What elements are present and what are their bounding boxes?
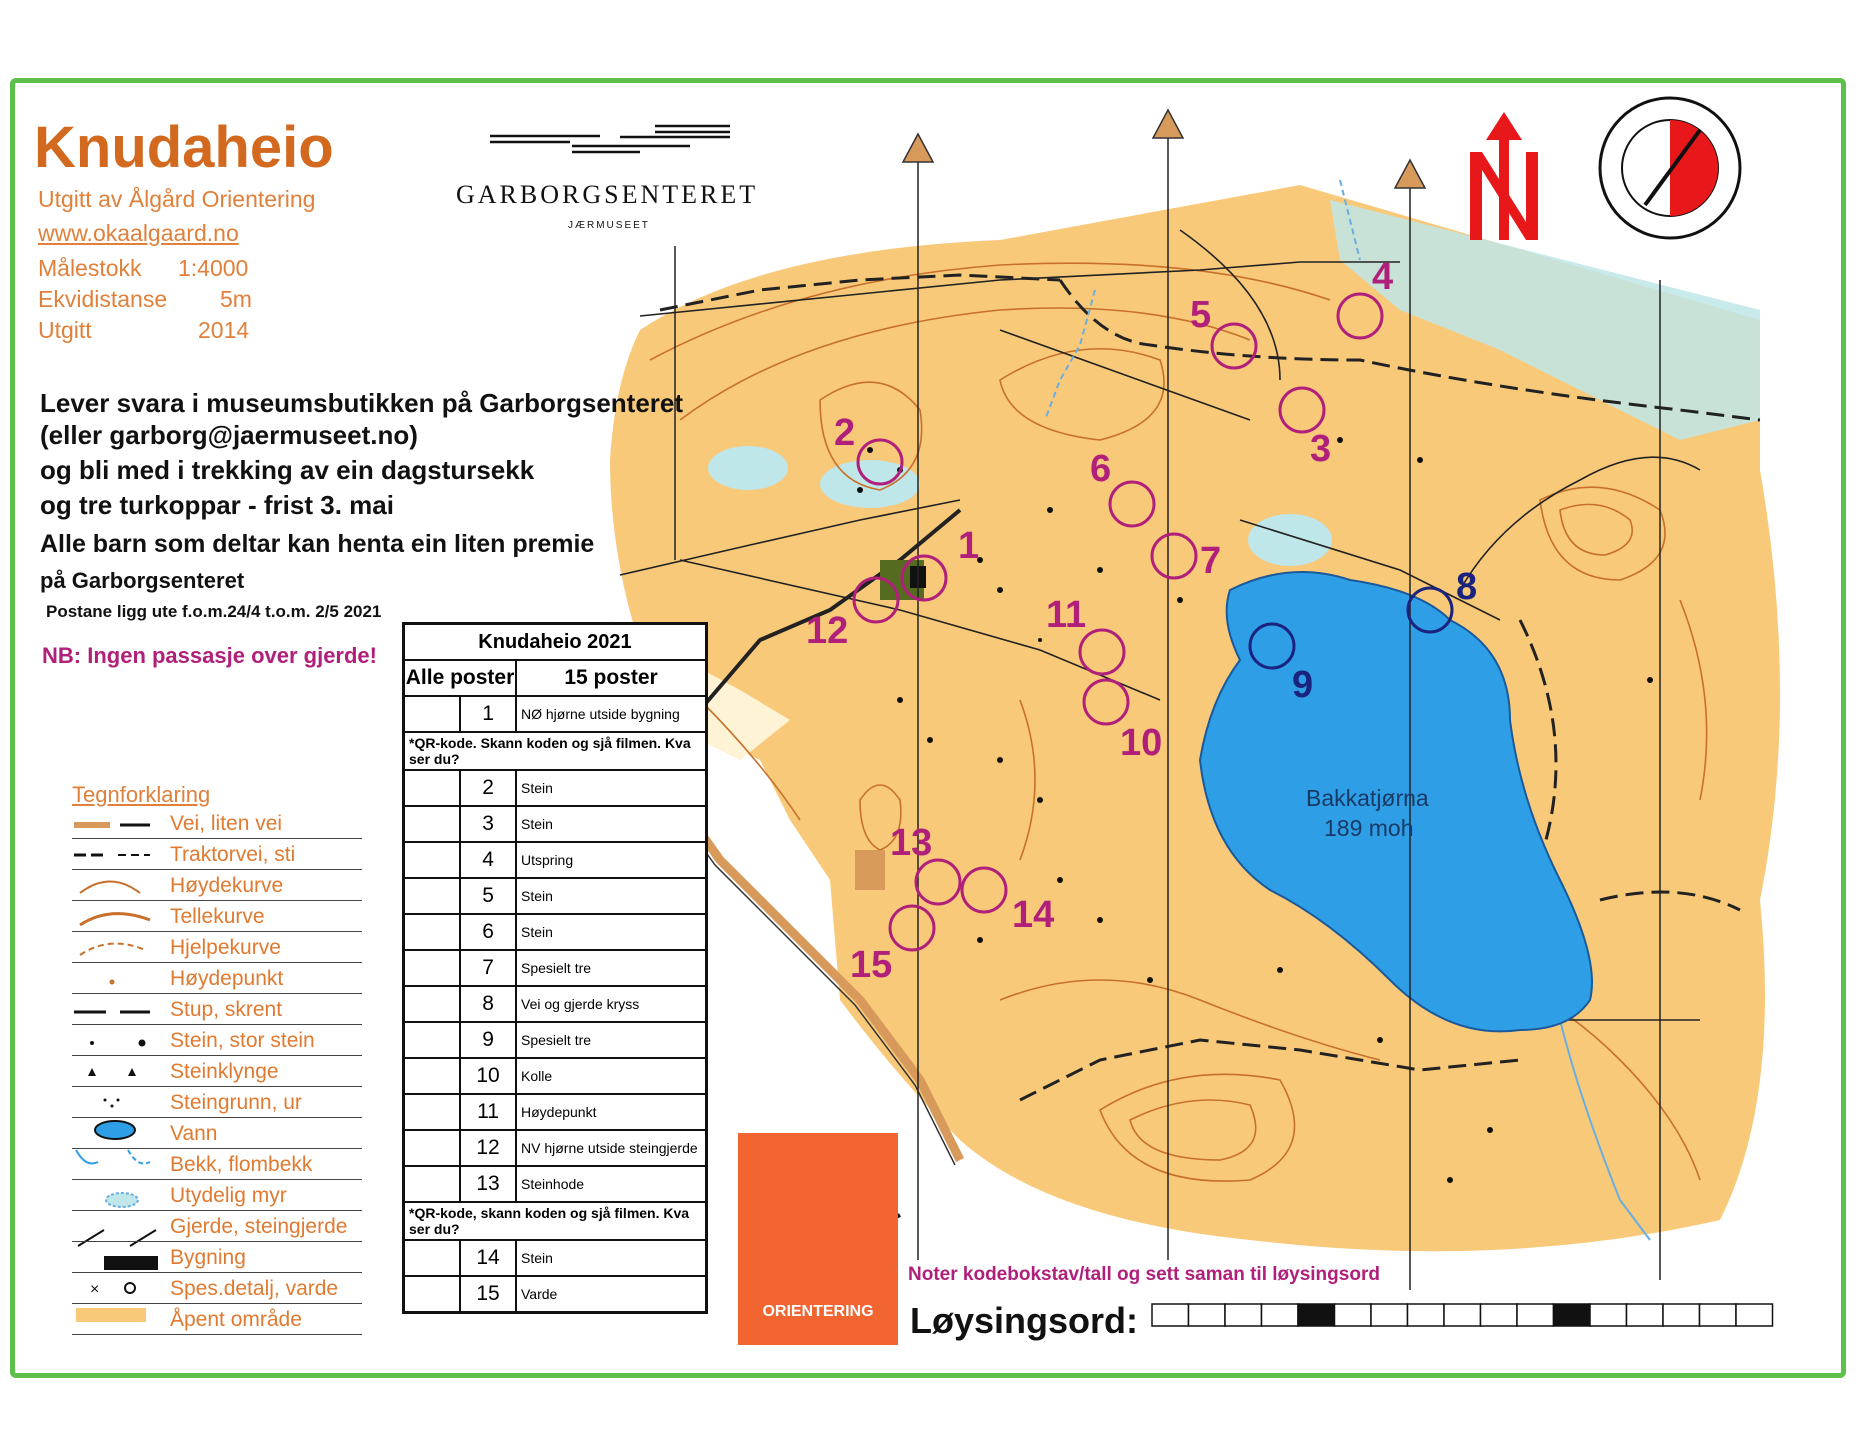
control-number: 10 [460,1058,516,1094]
control-description: Steinhode [516,1166,707,1202]
control-number: 14 [460,1240,516,1276]
legend-label: Steingrunn, ur [170,1091,302,1114]
fence-icon [74,1215,164,1237]
control-description: Stein [516,806,707,842]
control-number: 6 [460,914,516,950]
legend-label: Vei, liten vei [170,812,283,835]
table-row [404,1022,707,1058]
table-row [404,770,707,806]
control-label-10: 10 [1120,722,1163,764]
legend-item [72,810,362,839]
instruction-line-6: på Garborgsenteret [40,568,245,593]
legend-item [72,1213,362,1242]
open-area-icon [74,1308,164,1330]
svg-text:×: × [90,1281,100,1298]
map-title: Knudaheio [34,115,334,180]
blank-cell [404,1240,461,1276]
legend-item [72,1182,362,1211]
control-number: 1 [460,696,516,732]
lake-elevation: 189 moh [1324,815,1414,841]
legend-label: Spes.detalj, varde [170,1277,339,1300]
lake-name: Bakkatjørna [1306,785,1429,811]
legend-item [72,1027,362,1056]
table-row [404,696,707,732]
legend-item [72,1151,362,1180]
table-row [404,878,707,914]
legend-label: Stein, stor stein [170,1029,315,1052]
instruction-line-3: og bli med i trekking av ein dagstursekk [40,455,535,485]
control-description: NØ hjørne utside bygning [516,696,707,732]
control-description: Spesielt tre [516,950,707,986]
solution-label: Løysingsord: [910,1300,1139,1341]
table-note-row [404,732,707,770]
contour-icon [74,874,164,896]
legend-item [72,1306,362,1335]
table-row [404,1166,707,1202]
legend-label: Høydepunkt [170,967,284,990]
blank-cell [404,1094,461,1130]
instruction-line-4: og tre turkoppar - frist 3. mai [40,490,394,520]
stony-ground-icon [74,1091,164,1113]
blank-cell [404,806,461,842]
published-label: Utgitt [38,317,92,343]
scale-label: Målestokk [38,255,142,281]
control-label-3: 3 [1310,428,1332,470]
legend-label: Åpent område [170,1308,302,1331]
table-row [404,950,707,986]
blank-cell [404,1166,461,1202]
equidistance-label: Ekvidistanse [38,286,168,312]
building-icon [74,1246,164,1268]
control-label-15: 15 [850,944,893,986]
blank-cell [404,696,461,732]
control-number: 5 [460,878,516,914]
table-row [404,1058,707,1094]
control-label-8: 8 [1456,566,1478,608]
qr-note: *QR-kode. Skann koden og sjå filmen. Kva ser du? [404,732,707,770]
table-row [404,1094,707,1130]
water-icon [74,1122,164,1144]
control-number: 3 [460,806,516,842]
control-description: Stein [516,914,707,950]
legend-label: Vann [170,1122,218,1145]
solution-note: Noter kodebokstav/tall og sett saman til løysingsord [908,1264,1380,1285]
table-row [404,986,707,1022]
legend-item [72,903,362,932]
legend-label: Tellekurve [170,905,265,928]
table-body [404,696,707,1313]
boulder-icon [74,1029,164,1051]
table-row [404,806,707,842]
control-label-6: 6 [1090,448,1112,490]
qr-note: *QR-kode, skann koden og sjå filmen. Kva ser du? [404,1202,707,1240]
blank-cell [404,842,461,878]
equidistance-value: 5m [220,286,252,312]
scale-value: 1:4000 [178,255,249,281]
table-row [404,1240,707,1276]
marsh-icon [74,1184,164,1206]
stream-icon [74,1153,164,1175]
blank-cell [404,878,461,914]
control-description: Vei og gjerde kryss [516,986,707,1022]
tur-orientering-badge [738,1133,898,1345]
control-number: 13 [460,1166,516,1202]
publisher: Utgitt av Ålgård Orientering [38,186,316,212]
control-description: Stein [516,1240,707,1276]
legend-item [72,1089,362,1118]
control-number: 9 [460,1022,516,1058]
control-number: 11 [460,1094,516,1130]
website-link[interactable]: www.okaalgaard.no [38,220,239,246]
table-title: Knudaheio 2021 [404,624,707,661]
control-description-table [402,622,708,1314]
legend-label: Bekk, flombekk [170,1153,313,1176]
legend-label: Gjerde, steingjerde [170,1215,348,1238]
table-row [404,1130,707,1166]
blank-cell [404,1058,461,1094]
legend-title: Tegnforklaring [72,782,211,807]
control-description: Stein [516,770,707,806]
blank-cell [404,770,461,806]
control-label-9: 9 [1292,664,1314,706]
garborgsenteret-logo: GARBORGSENTERET [456,180,759,209]
control-label-7: 7 [1200,540,1222,582]
legend-item [72,996,362,1025]
control-label-13: 13 [890,822,933,864]
legend-label: Høydekurve [170,874,284,897]
control-description: Varde [516,1276,707,1313]
legend-label: Hjelpekurve [170,936,281,959]
control-number: 4 [460,842,516,878]
control-label-5: 5 [1190,294,1212,336]
tur-badge-label: ORIENTERING [762,1303,874,1320]
track-icon [74,843,164,865]
legend-label: Steinklynge [170,1060,279,1083]
legend-label: Traktorvei, sti [170,843,296,866]
control-label-1: 1 [958,525,980,567]
road-icon [74,812,164,834]
instruction-line-7: Postane ligg ute f.o.m.24/4 t.o.m. 2/5 2021 [46,602,382,621]
control-label-2: 2 [834,412,856,454]
blank-cell [404,1276,461,1313]
blank-cell [404,950,461,986]
cliff-icon [74,998,164,1020]
published-value: 2014 [198,317,250,343]
control-description: Utspring [516,842,707,878]
spot-height-icon [74,967,164,989]
control-number: 2 [460,770,516,806]
table-col-right: 15 poster [516,660,707,696]
form-line-icon [74,936,164,958]
control-label-11: 11 [1046,594,1087,636]
special-feature-icon [74,1277,164,1299]
table-row [404,842,707,878]
table-note-row [404,1202,707,1240]
control-number: 12 [460,1130,516,1166]
control-label-12: 12 [806,610,849,652]
legend-item [72,1058,362,1087]
jaermuseet-label: JÆRMUSEET [568,220,650,231]
control-description: Stein [516,878,707,914]
table-row [404,1276,707,1313]
legend-item [72,841,362,870]
control-number: 7 [460,950,516,986]
table-row [404,914,707,950]
blank-cell [404,986,461,1022]
legend-item [72,1244,362,1273]
legend-label: Stup, skrent [170,998,283,1021]
control-description: Spesielt tre [516,1022,707,1058]
legend-item [72,1120,362,1149]
blank-cell [404,1022,461,1058]
index-contour-icon [74,905,164,927]
instruction-line-5: Alle barn som deltar kan henta ein liten premie [40,530,595,558]
instruction-line-1: Lever svara i museumsbutikken på Garborgsenteret [40,388,684,418]
control-description: NV hjørne utside steingjerde [516,1130,707,1166]
legend-label: Bygning [170,1246,246,1269]
boulder-cluster-icon [74,1060,164,1082]
control-label-4: 4 [1372,256,1394,298]
blank-cell [404,914,461,950]
control-description: Høydepunkt [516,1094,707,1130]
instruction-line-2: (eller garborg@jaermuseet.no) [40,420,418,450]
control-number: 8 [460,986,516,1022]
control-number: 15 [460,1276,516,1313]
control-description: Kolle [516,1058,707,1094]
legend-item [72,1275,362,1304]
legend-label: Utydelig myr [170,1184,287,1207]
fence-warning: NB: Ingen passasje over gjerde! [42,643,377,668]
blank-cell [404,1130,461,1166]
control-label-14: 14 [1012,894,1055,936]
legend-item [72,965,362,994]
legend-item [72,872,362,901]
legend-item [72,934,362,963]
table-col-left: Alle poster [404,660,517,696]
